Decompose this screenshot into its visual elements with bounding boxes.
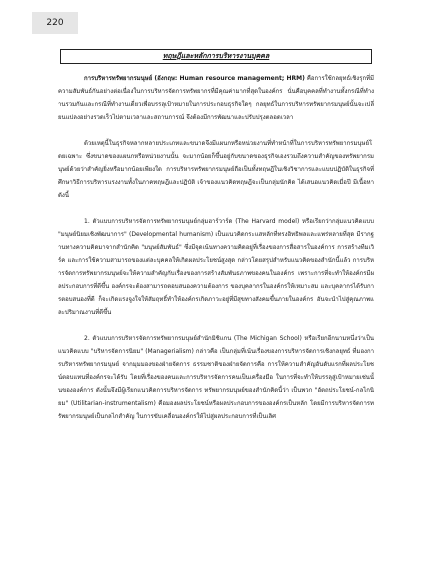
paragraph-2: ด้วยเหตุนี้ในธุรกิจหลากหลายประเภทและขนาดจึงมีแผนกหรือหน่วยงานที่ทำหน้าที่ในการบริหารทรัพยากรมนุษย์โดยเฉพาะ ซึ่งขนาดของแผนกหรือหน่วยงานนั้น จะมากน้อยก็ขึ้นอยู่กับขนาดของธุรกิจเองรวมถึงความสำคัญของทรัพยากรมนุษย์ด้วยว่าสำคัญยิ่งหรือมากน้อยเพียงใด การบริหารทรัพยากรมนุษย์ถือเป็นทั้งทฤษฎีในเชิงวิชาการและแบบปฏิบัติในธุรกิจที่ศึกษาวิธีการบริหารแรงงานทั้งในภาคทฤษฎีและปฏิบัติ เจ้าของแนวคิดทฤษฎีจะเป็นกลุ่มนักคิด ได้เสนอแนวคิดเมื่อปี มีเนื้อหาดังนี้ xyxy=(58,140,374,199)
page-number: 220 xyxy=(32,12,78,34)
paragraph-1-lead: การบริหารทรัพยากรมนุษย์ (อังกฤษ: Human resource management; HRM) xyxy=(84,75,305,82)
paragraph-1-text: คือการใช้กลยุทธ์เชิงรุกที่มีความสัมพันธ์กันอย่างต่อเนื่องในการบริหารจัดการทรัพยากรที่มีคุณค่ามากที่สุดในองค์กร นั่นคือบุคคลที่ทำงานทั้งกรณีที่ทำงานรวมกันและกรณีที่ทำงานเดี่ยวเพื่อบรรลุเป้าหมายในการประกอบธุรกิจใดๆ กลยุทธ์ในการบริหารทรัพยากรมนุษย์นั้นจะเปลี่ยนแปลงอย่างรวดเร็วไปตามเวลาและสถานการณ์ จึงต้องมีการพัฒนาและปรับปรุงตลอดเวลา xyxy=(58,75,374,121)
page-title: ทฤษฎีและหลักการบริหารงานบุคคล xyxy=(60,49,372,64)
paragraph-3: 1. ตัวแบบการบริหารจัดการทรัพยากรมนุษย์กลุ่มฮาร์วาร์ด (The Harvard model) หรือเรียกว่ากลุ่มแนวคิดแบบ "มนุษย์นิยมเชิงพัฒนาการ" (Developmental humanism) เป็นแนวคิดกระแสหลักที่ทรงอิทธิพลและแพร่หลายที่สุด มีรากฐานทางความคิดมาจากสำนักคิด "มนุษย์สัมพันธ์" ซึ่งมีจุดเน้นทางความคิดอยู่ที่เรื่องของการสื่อสารในองค์การ การสร้างทีมเวิร์ค และการใช้ความสามารถของแต่ละบุคคลให้เกิดผลประโยชน์สูงสุด กล่าวโดยสรุปสำหรับแนวคิดของสำนักนี้แล้ว การบริหารจัดการทรัพยากรมนุษย์จะให้ความสำคัญกับเรื่องของการสร้างสัมพันธภาพของคนในองค์กร เพราะการที่จะทำให้องค์กรมีผลประกอบการที่ดีขึ้น องค์กรจะต้องสามารถตอบสนองความต้องการ ของบุคลากรในองค์กรให้เหมาะสม และบุคลากรได้รับการตอบสนองที่ดี ก็จะเกิดแรงจูงใจให้สัมฤทธิ์ทำให้องค์กรเกิดภาวะอยู่ที่มีสุขทางสังคมขึ้นภายในองค์กร อันจะนำไปสู่คุณภาพและปริมาณงานที่ดีขึ้น xyxy=(58,218,374,316)
paragraph-4: 2. ตัวแบบการบริหารจัดการทรัพยากรมนุษย์สำนักมิชิแกน (The Michigan School) หรือเรียกอีกนามหนึ่งว่าเป็นแนวคิดแบบ "บริหารจัดการนิยม" (Managerialism) กล่าวคือ เป็นกลุ่มที่เน้นเรื่องของการบริหารจัดการเชิงกลยุทธ์ ที่มองการบริหารทรัพยากรมนุษย์ จากมุมมองของฝ่ายจัดการ ธรรมชาติของฝ่ายจัดการคือ การให้ความสำคัญอันดับแรกที่ผลประโยชน์ตอบแทนที่องค์กรจะได้รับ โดยที่เรื่องของคนและการบริหารจัดการคนเป็นเครื่องมือ ในการที่จะทำให้บรรลุสู่เป้าหมายเช่นนั้นขององค์การ ดังนั้นจึงมีผู้เรียกแนวคิดการบริหารจัดการ ทรัพยากรมนุษย์ของสำนักคิดนี้ว่า เป็นพวก "อัตถประโยชน์-กลไกนิยม" (Utilitarian-instrumentalism) คือมองผลประโยชน์หรือผลประกอบการขององค์กรเป็นหลัก โดยมีการบริหารจัดการทรัพยากรมนุษย์เป็นกลไกสำคัญ ในการขับเคลื่อนองค์กรให้ไปสู่ผลประกอบการที่เป็นเลิศ xyxy=(58,335,374,420)
paragraph-1 xyxy=(58,72,374,124)
document-body xyxy=(58,72,374,436)
